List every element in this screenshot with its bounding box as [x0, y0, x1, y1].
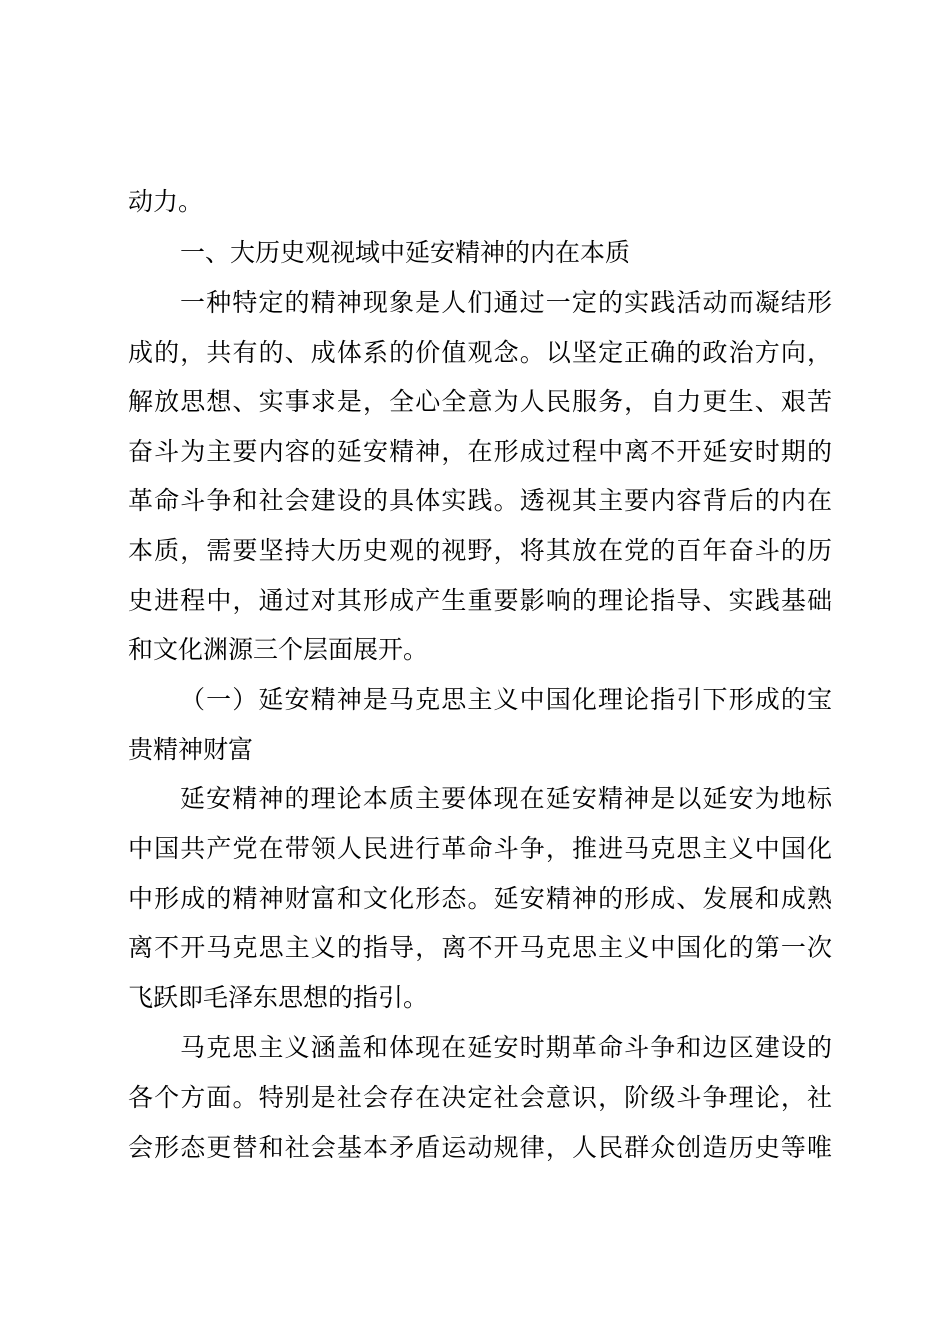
paragraph-line: 会形态更替和社会基本矛盾运动规律，人民群众创造历史等唯 — [128, 1133, 832, 1162]
paragraph-line: 中形成的精神财富和文化形态。延安精神的形成、发展和成熟 — [128, 884, 832, 913]
paragraph-line: 马克思主义涵盖和体现在延安时期革命斗争和边区建设的 — [180, 1033, 832, 1062]
paragraph-line: 革命斗争和社会建设的具体实践。透视其主要内容背后的内在 — [128, 486, 832, 515]
paragraph-line: 和文化渊源三个层面展开。 — [128, 635, 429, 664]
text-line-closing: 动力。 — [128, 187, 204, 216]
paragraph-line: 一种特定的精神现象是人们通过一定的实践活动而凝结形 — [180, 288, 832, 317]
paragraph-line: 本质，需要坚持大历史观的视野，将其放在党的百年奋斗的历 — [128, 536, 832, 565]
paragraph-line: 解放思想、实事求是，全心全意为人民服务，自力更生、艰苦 — [128, 387, 832, 416]
paragraph-line: 史进程中，通过对其形成产生重要影响的理论指导、实践基础 — [128, 586, 832, 615]
subsection-heading: （一）延安精神是马克思主义中国化理论指引下形成的宝 — [180, 685, 832, 714]
paragraph-line: 飞跃即毛泽东思想的指引。 — [128, 983, 429, 1012]
paragraph-line: 离不开马克思主义的指导，离不开马克思主义中国化的第一次 — [128, 933, 832, 962]
paragraph-line: 中国共产党在带领人民进行革命斗争，推进马克思主义中国化 — [128, 834, 832, 863]
paragraph-line: 奋斗为主要内容的延安精神，在形成过程中离不开延安时期的 — [128, 437, 832, 466]
section-heading: 一、大历史观视域中延安精神的内在本质 — [180, 238, 631, 267]
subsection-heading-cont: 贵精神财富 — [128, 735, 254, 764]
paragraph-line: 成的，共有的、成体系的价值观念。以坚定正确的政治方向， — [128, 338, 832, 367]
paragraph-line: 延安精神的理论本质主要体现在延安精神是以延安为地标 — [180, 784, 832, 813]
paragraph-line: 各个方面。特别是社会存在决定社会意识，阶级斗争理论，社 — [128, 1083, 832, 1112]
